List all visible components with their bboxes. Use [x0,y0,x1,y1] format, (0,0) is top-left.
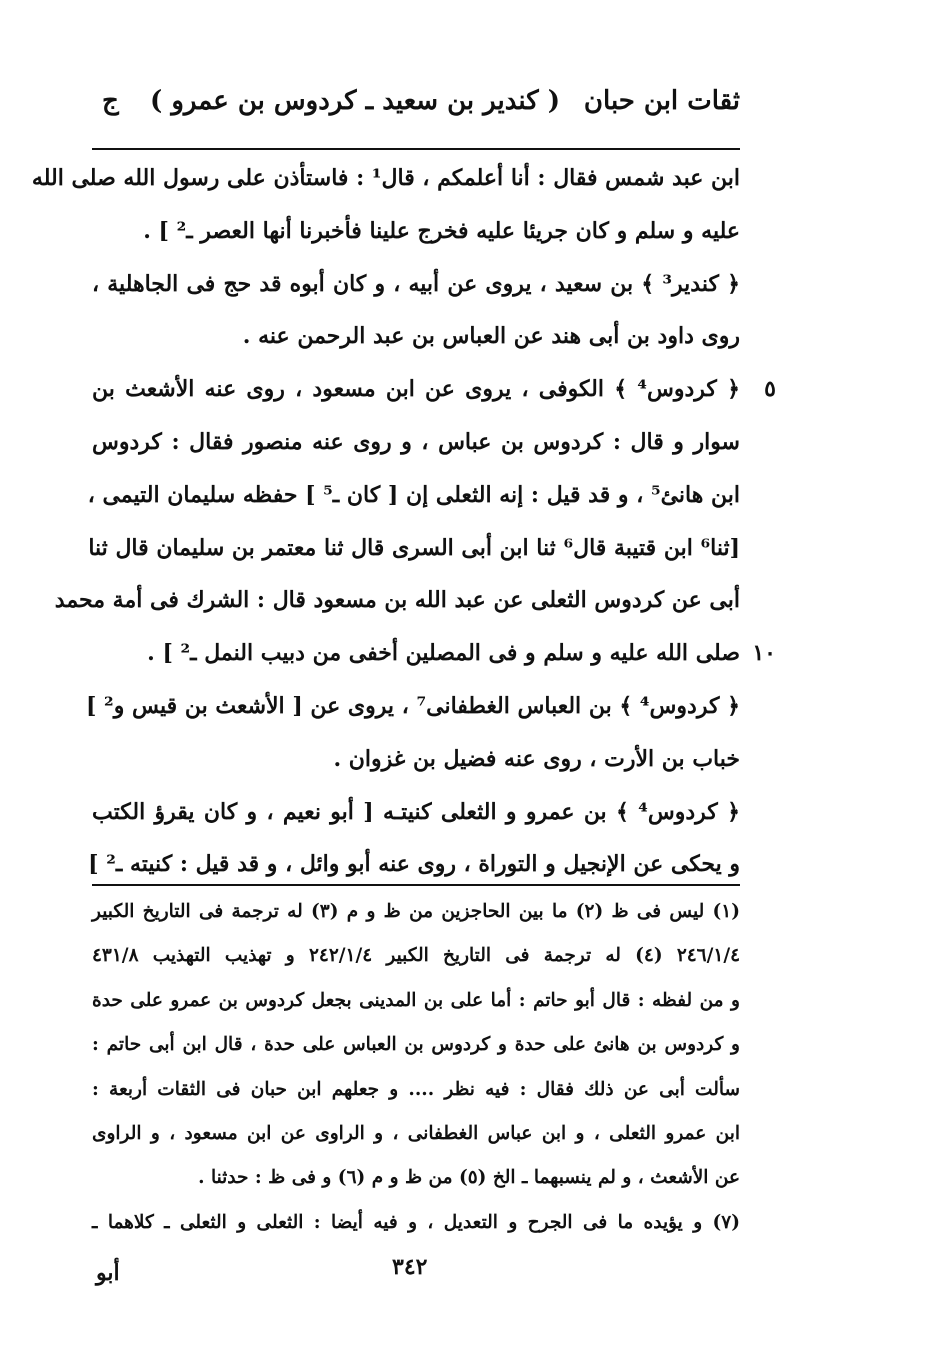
line-text: أبى عن كردوس الثعلى عن عبد الله بن مسعود قال : الشرك فى أمة محمد [54,587,740,614]
footnote-line: سألت أبى عن ذلك فقال : فيه نظر .... و جعلهم ابن حبان فى الثقات أربعة : [92,1078,740,1100]
text-line [85,680,740,733]
footnote-rule [92,884,740,886]
page-footer [92,1254,740,1294]
line-text: ﴿ كردوس⁴ ﴾ بن العباس الغطفانى⁷ ، يروى عن [ الأشعث بن قيس و² ] [85,692,740,719]
text-line [88,522,740,575]
book-page [31,84,776,1314]
volume-mark: ج [102,86,119,116]
line-number: ٥ [764,376,776,403]
text-line [87,469,740,522]
footnote-line: ٢٤٦/١/٤ (٤) له ترجمة فى التاريخ الكبير ٢٤٢/١/٤ و تهذيب التهذيب ٤٣١/٨ [92,945,741,967]
line-text: خباب بن الأرت ، روى عنه فضيل بن غزوان . [333,745,740,772]
text-line [54,574,740,627]
line-text: روى داود بن أبى هند عن العباس بن عبد الرحمن عنه . [242,323,740,350]
footnote-line: و كردوس بن هانئ على حدة و كردوس بن العباس على حدة ، قال ابن أبى حاتم : [92,1034,740,1056]
line-text: [ثنا⁶ ابن قتيبة قال⁶ ثنا ابن أبى السرى قال ثنا معتمر بن سليمان قال ثنا [88,534,740,561]
line-text: عليه و سلم و كان جريئا عليه فخرج علينا فأخبرنا أنها العصر ـ² ] . [143,217,740,244]
line-text: و يحكى عن الإنجيل و التوراة ، روى عنه أبو وائل ، و قد قيل : كنيته ـ² ] [88,851,740,878]
footnote-line: (١) ليس فى ظ (٢) ما بين الحاجزين من ظ و م (٣) له ترجمة فى التاريخ الكبير [92,901,740,922]
main-text [31,152,776,891]
text-line [92,310,740,363]
footnotes [92,890,740,1245]
text-line [92,733,740,786]
line-text: ﴿ كردوس⁴ ﴾ الكوفى ، يروى عن ابن مسعود ، روى عنه الأشعث بن [92,376,740,403]
catchword: أبو [96,1260,120,1286]
line-text: ﴿ كندير³ ﴾ بن سعيد ، يروى عن أبيه ، و كان أبوه قد حج فى الجاهلية ، [92,270,740,297]
line-text: صلى الله عليه و سلم و فى المصلين أخفى من دبيب النمل ـ² ] . [147,640,740,667]
line-text: ابن عبد شمس فقال : أنا أعلمكم ، قال¹ : فاستأذن على رسول الله صلى الله [31,165,740,191]
entry-range: ( كندير بن سعيد ـ كردوس بن عمرو ) [149,86,560,116]
footnote-line: عن الأشعث ، و لم ينسبهما ـ الخ (٥) من ظ و م (٦) و فى ظ : حدثنا . [198,1167,740,1189]
line-number: ١٠ [752,640,776,667]
page-number: ٣٤٢ [392,1254,428,1280]
header-rule [92,148,740,150]
line-text: سوار و قال : كردوس بن عباس ، و روى عنه منصور فقال : كردوس [92,428,740,455]
text-line [92,205,740,258]
book-title: ثقات ابن حبان [583,86,740,116]
text-line [92,258,740,311]
text-line [31,152,740,205]
text-line [92,627,776,680]
text-line [92,786,740,839]
footnote-line: و من لفظه : قال أبو حاتم : أما على بن المدينى بجعل كردوس بن عمرو على حدة [92,989,740,1011]
running-header [92,84,740,138]
text-line [92,416,740,469]
text-line [92,363,776,416]
line-text: ابن هانئ⁵ ، و قد قيل : إنه الثعلى إن [ كان ـ⁵ ] حفظه سليمان التيمى ، [87,481,740,508]
line-text: ﴿ كردوس⁴ ﴾ بن عمرو و الثعلى كنيتـه [ أبو نعيم ، و كان يقرؤ الكتب [92,798,740,825]
footnote-line: ابن عمرو الثعلى ، و ابن عباس الغطفانى ، و الراوى عن ابن مسعود ، و الراوى [92,1122,740,1144]
footnote-line: (٧) و يؤيده ما فى الجرح و التعديل ، و فيه أيضا : الثعلى و الثعلى ـ كلاهما ـ [92,1211,740,1233]
